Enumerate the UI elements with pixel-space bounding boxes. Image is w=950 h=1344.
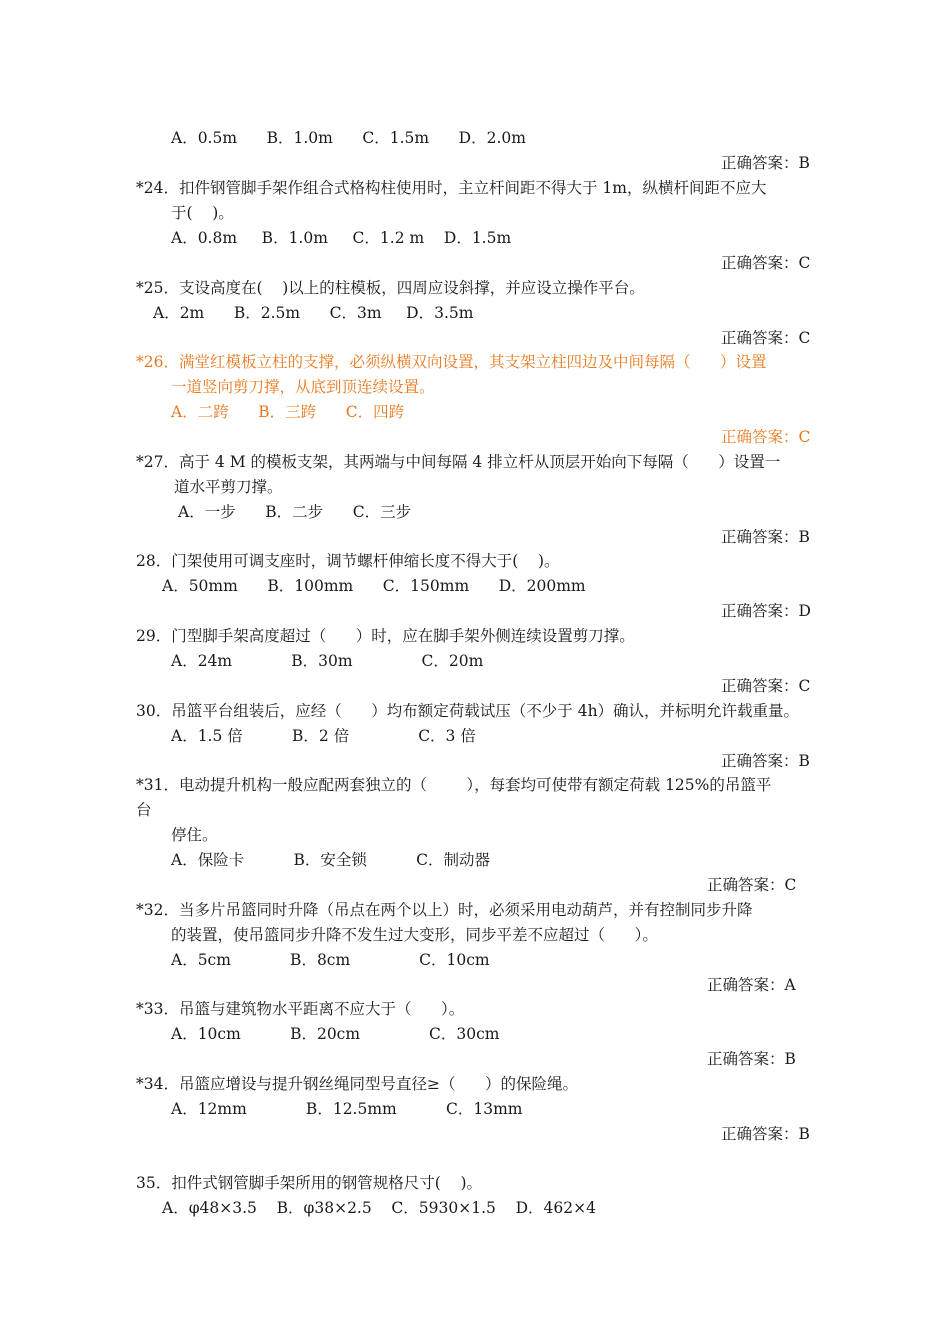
q35-text: 35．扣件式钢管脚手架所用的钢管规格尺寸( )。 bbox=[136, 1174, 483, 1192]
q24-text-line1: *24．扣件钢管脚手架作组合式格构柱使用时，主立杆间距不得大于 1m，纵横杆间距不应大 bbox=[136, 179, 767, 197]
q32-text-line1: *32．当多片吊篮同时升降（吊点在两个以上）时，必须采用电动葫芦，并有控制同步升降 bbox=[136, 901, 753, 919]
q28-options: A．50mm B．100mm C．150mm D．200mm bbox=[162, 577, 586, 595]
q31-options: A．保险卡 B．安全锁 C．制动器 bbox=[171, 851, 490, 869]
q33-answer: 正确答案：B bbox=[707, 1050, 796, 1068]
q26-answer: 正确答案：C bbox=[721, 428, 811, 446]
q30-options: A．1.5 倍 B．2 倍 C．3 倍 bbox=[171, 727, 476, 745]
q34-options: A．12mm B．12.5mm C．13mm bbox=[171, 1100, 523, 1118]
q34-answer: 正确答案：B bbox=[721, 1125, 810, 1143]
q32-text-line2: 的装置，使吊篮同步升降不发生过大变形，同步平差不应超过（ ）。 bbox=[171, 926, 658, 944]
q31-text-line1: *31．电动提升机构一般应配两套独立的（ ），每套均可使带有额定荷载 125%的吊篮平 bbox=[136, 776, 772, 794]
q32-answer: 正确答案：A bbox=[707, 976, 796, 994]
q28-text: 28．门架使用可调支座时，调节螺杆伸缩长度不得大于( )。 bbox=[136, 552, 560, 570]
q34-text: *34．吊篮应增设与提升钢丝绳同型号直径≥（ ）的保险绳。 bbox=[136, 1075, 579, 1093]
q25-answer: 正确答案：C bbox=[721, 329, 811, 347]
q31-answer: 正确答案：C bbox=[707, 876, 797, 894]
q23-options: A．0.5m B．1.0m C．1.5m D．2.0m bbox=[171, 129, 526, 147]
q26-options: A．二跨 B．三跨 C．四跨 bbox=[171, 403, 405, 421]
q33-text: *33．吊篮与建筑物水平距离不应大于（ ）。 bbox=[136, 1000, 465, 1018]
q31-text-line2: 台 bbox=[136, 801, 152, 819]
q24-options: A．0.8m B．1.0m C．1.2 m D．1.5m bbox=[171, 229, 512, 247]
q27-options: A．一步 B．二步 C．三步 bbox=[178, 503, 412, 521]
q30-answer: 正确答案：B bbox=[721, 752, 810, 770]
q29-text: 29．门型脚手架高度超过（ ）时，应在脚手架外侧连续设置剪刀撑。 bbox=[136, 627, 635, 645]
q26-text-line1: *26．满堂红模板立柱的支撑，必须纵横双向设置，其支架立柱四边及中间每隔（ ）设置 bbox=[136, 353, 767, 371]
q31-text-line3: 停住。 bbox=[171, 826, 218, 844]
q24-answer: 正确答案：C bbox=[721, 254, 811, 272]
q35-options: A．φ48×3.5 B．φ38×2.5 C．5930×1.5 D．462×4 bbox=[162, 1199, 596, 1217]
q33-options: A．10cm B．20cm C．30cm bbox=[171, 1025, 500, 1043]
q27-answer: 正确答案：B bbox=[721, 528, 810, 546]
q32-options: A．5cm B．8cm C．10cm bbox=[171, 951, 490, 969]
q27-text-line1: *27．高于 4 M 的模板支架，其两端与中间每隔 4 排立杆从顶层开始向下每隔（ ）设置一 bbox=[136, 453, 781, 471]
q29-options: A．24m B．30m C．20m bbox=[171, 652, 484, 670]
q25-options: A．2m B．2.5m C．3m D．3.5m bbox=[153, 304, 474, 322]
q27-text-line2: 道水平剪刀撑。 bbox=[174, 478, 283, 496]
q23-answer: 正确答案：B bbox=[721, 154, 810, 172]
q30-text: 30．吊篮平台组装后，应经（ ）均布额定荷载试压（不少于 4h）确认，并标明允许载重量。 bbox=[136, 702, 800, 720]
q25-text: *25．支设高度在( )以上的柱模板，四周应设斜撑，并应设立操作平台。 bbox=[136, 279, 645, 297]
q28-answer: 正确答案：D bbox=[721, 602, 811, 620]
q24-text-line2: 于( )。 bbox=[171, 204, 234, 222]
q29-answer: 正确答案：C bbox=[721, 677, 811, 695]
q26-text-line2: 一道竖向剪刀撑，从底到顶连续设置。 bbox=[171, 378, 435, 396]
